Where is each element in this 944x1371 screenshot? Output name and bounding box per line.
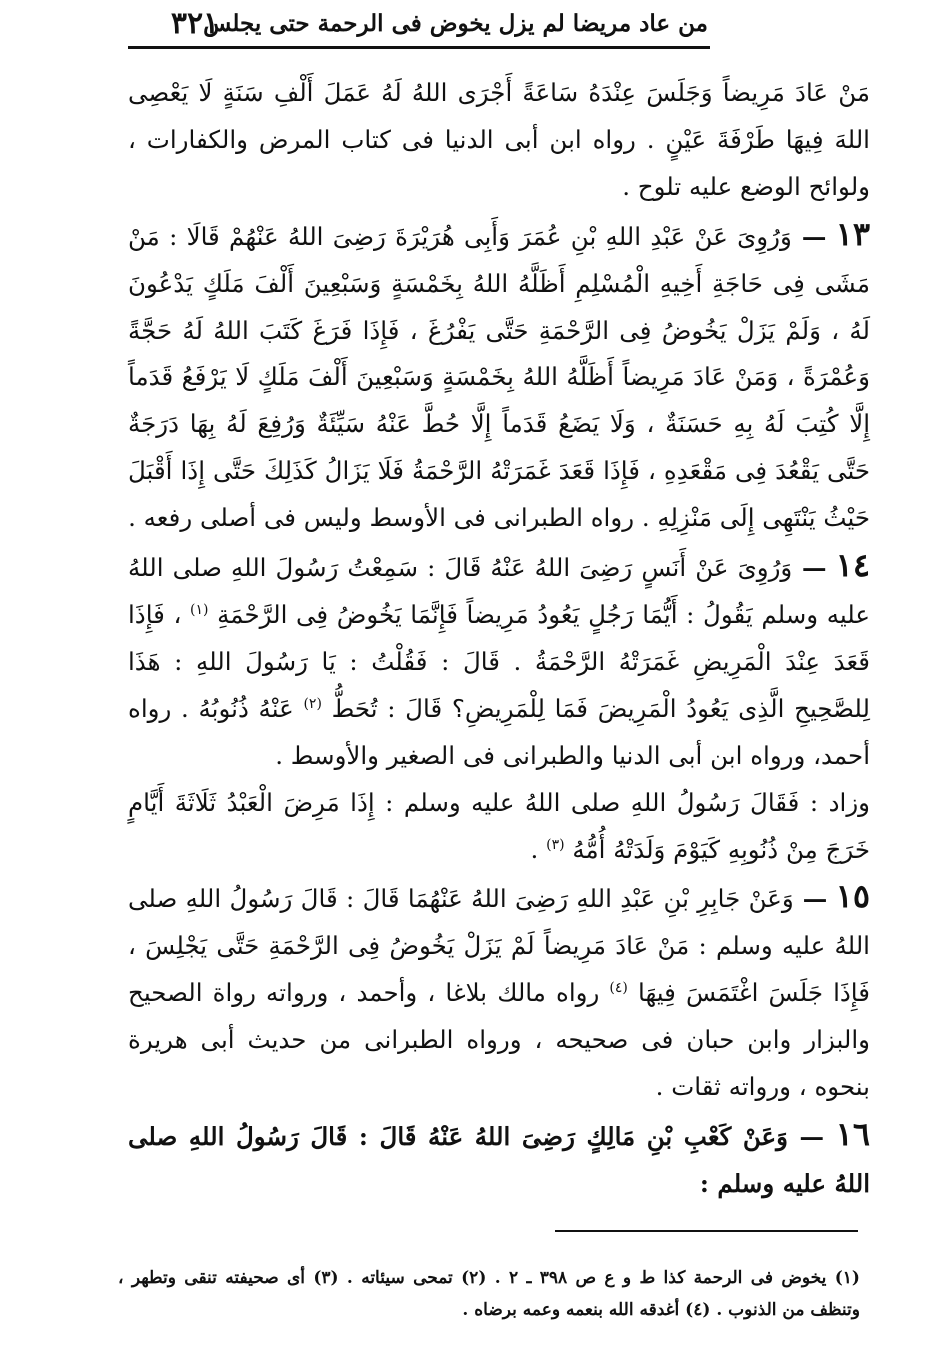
main-text	[128, 70, 870, 1208]
hadith-number: ١٣	[835, 214, 870, 253]
page-number: ٣٢١	[170, 6, 220, 41]
dash: —	[793, 884, 828, 914]
paragraph-text: وَعَنْ جَابِرِ بْنِ عَبْدِ اللهِ رَضِىَ اللهُ عَنْهُمَا قَالَ : قَالَ رَسُولُ اللهِ صلى اللهُ عليه وسلم : مَنْ عَادَ مَرِيضاً لَمْ يَزَلْ يَخُوضُ فِى الرَّحْمَةِ حَتَّى يَجْلِسَ ، فَإِذَا جَلَسَ اغْتَمَسَ فِيهَا	[128, 884, 870, 1008]
paragraph-text-b: .	[530, 834, 539, 864]
footnote-ref-4[interactable]: (٤)	[609, 980, 628, 997]
paragraph-text: وَرُوِىَ عَنْ عَبْدِ اللهِ بْنِ عُمَرَ وَأَبِى هُرَيْرَةَ رَضِىَ اللهُ عَنْهُمْ قَالَا : مَنْ مَشَى فِى حَاجَةِ أَخِيهِ الْمُسْلِمِ أَظَلَّهُ اللهُ بِخَمْسَةٍ وَسَبْعِينَ أَلْفَ مَلَكٍ يَدْعُونَ لَهُ ، وَلَمْ يَزَلْ يَخُوضُ فِى الرَّحْمَةِ حَتَّى يَفْرُغَ ، فَإِذَا فَرَغَ كَتَبَ اللهُ لَهُ حَجَّةً وَعُمْرَةً ، وَمَنْ عَادَ مَرِيضاً أَظَلَّهُ اللهُ بِخَمْسَةٍ وَسَبْعِينَ أَلْفَ مَلَكٍ لَا يَرْفَعُ قَدَماً إِلَّا كُتِبَ لَهُ بِهِ حَسَنَةٌ ، وَلَا يَضَعُ قَدَماً إِلَّا حُطَّ عَنْهُ سَيِّئَةٌ وَرُفِعَ لَهُ بِهَا دَرَجَةٌ حَتَّى يَقْعُدَ فِى مَقْعَدِهِ ، فَإِذَا قَعَدَ غَمَرَتْهُ الرَّحْمَةُ فَلَا يَزَالُ كَذَلِكَ حَتَّى إِذَا أَقْبَلَ حَيْثُ يَنْتَهِى إِلَى مَنْزِلِهِ . رواه الطبرانى فى الأوسط وليس فى أصلى رفعه .	[128, 221, 870, 533]
hadith-number: ١٥	[835, 877, 870, 916]
hadith-13	[128, 211, 870, 542]
header-rule	[128, 46, 710, 49]
paragraph-text: وزاد : فَقَالَ رَسُولُ اللهِ صلى اللهُ عليه وسلم : إِذَا مَرِضَ الْعَبْدُ ثَلَاثَةَ أَيَّامٍ خَرَجَ مِنْ ذُنُوبِهِ كَيَوْمَ وَلَدَتْهُ أُمُّهُ	[128, 787, 870, 864]
hadith-number: ١٤	[835, 546, 870, 585]
hadith-14	[128, 542, 870, 780]
paragraph-text: وَعَنْ كَعْبِ بْنِ مَالِكٍ رَضِىَ اللهُ عَنْهُ قَالَ : قَالَ رَسُولُ اللهِ صلى اللهُ عليه وسلم :	[128, 1121, 870, 1198]
paragraph-text: وَرُوِىَ عَنْ أَنَسٍ رَضِىَ اللهُ عَنْهُ قَالَ : سَمِعْتُ رَسُولَ اللهِ صلى اللهُ عليه وسلم يَقُولُ : أَيُّمَا رَجُلٍ يَعُودُ مَرِيضاً فَإِنَّمَا يَخُوضُ فِى الرَّحْمَةِ	[128, 553, 870, 629]
paragraph-text-b: رواه مالك بلاغا ، وأحمد ، ورواته رواة الصحيح والبزار وابن حبان فى صحيحه ، ورواه الطبرانى من حديث أبى هريرة بنحوه ، ورواته ثقات .	[128, 978, 870, 1102]
hadith-15	[128, 873, 870, 1111]
footnote-ref-3[interactable]: (٣)	[546, 836, 565, 853]
paragraph-text-c: عَنْهُ ذُنُوبُهُ . رواه أحمد، ورواه ابن أبى الدنيا والطبرانى فى الصغير والأوسط .	[128, 693, 870, 770]
footnote-ref-2[interactable]: (٢)	[303, 695, 322, 712]
footnotes: (١) يخوض فى الرحمة كذا ط و ع ص ٣٩٨ ـ ٢ . (٢) تمحى سيئاته . (٣) أى صحيفته تنقى وتطهر ، وتنظف من الذنوب . (٤) أغدقه الله بنعمه وعمه برضاه .	[118, 1268, 860, 1320]
dash: —	[787, 1121, 825, 1151]
running-title: من عاد مريضا لم يزل يخوض فى الرحمة حتى يجلس	[203, 10, 708, 37]
hadith-14-addition	[128, 780, 870, 874]
dash: —	[792, 553, 827, 583]
paragraph-text: مَنْ عَادَ مَرِيضاً وَجَلَسَ عِنْدَهُ سَاعَةً أَجْرَى اللهُ لَهُ عَمَلَ أَلْفِ سَنَةٍ لَا يَعْصِى اللهَ فِيهَا طَرْفَةَ عَيْنٍ . رواه ابن أبى الدنيا فى كتاب المرض والكفارات ، ولوائح الوضع عليه تلوح .	[128, 78, 870, 201]
footnote-rule	[555, 1230, 858, 1232]
paragraph-12-cont	[128, 70, 870, 211]
hadith-number: ١٦	[835, 1114, 871, 1153]
hadith-16	[128, 1111, 870, 1208]
dash: —	[791, 221, 827, 251]
paragraph-text-b: ، فَإِذَا قَعَدَ عِنْدَ الْمَرِيضِ غَمَرَتْهُ الرَّحْمَةُ . قَالَ : فَقُلْتُ : يَا رَسُولَ اللهِ : هَذَا لِلصَّحِيحِ الَّذِى يَعُودُ الْمَرِيضَ فَمَا لِلْمَرِيضِ؟ قَالَ : تُحَطُّ	[128, 599, 870, 723]
footnote-ref-1[interactable]: (١)	[190, 601, 209, 618]
